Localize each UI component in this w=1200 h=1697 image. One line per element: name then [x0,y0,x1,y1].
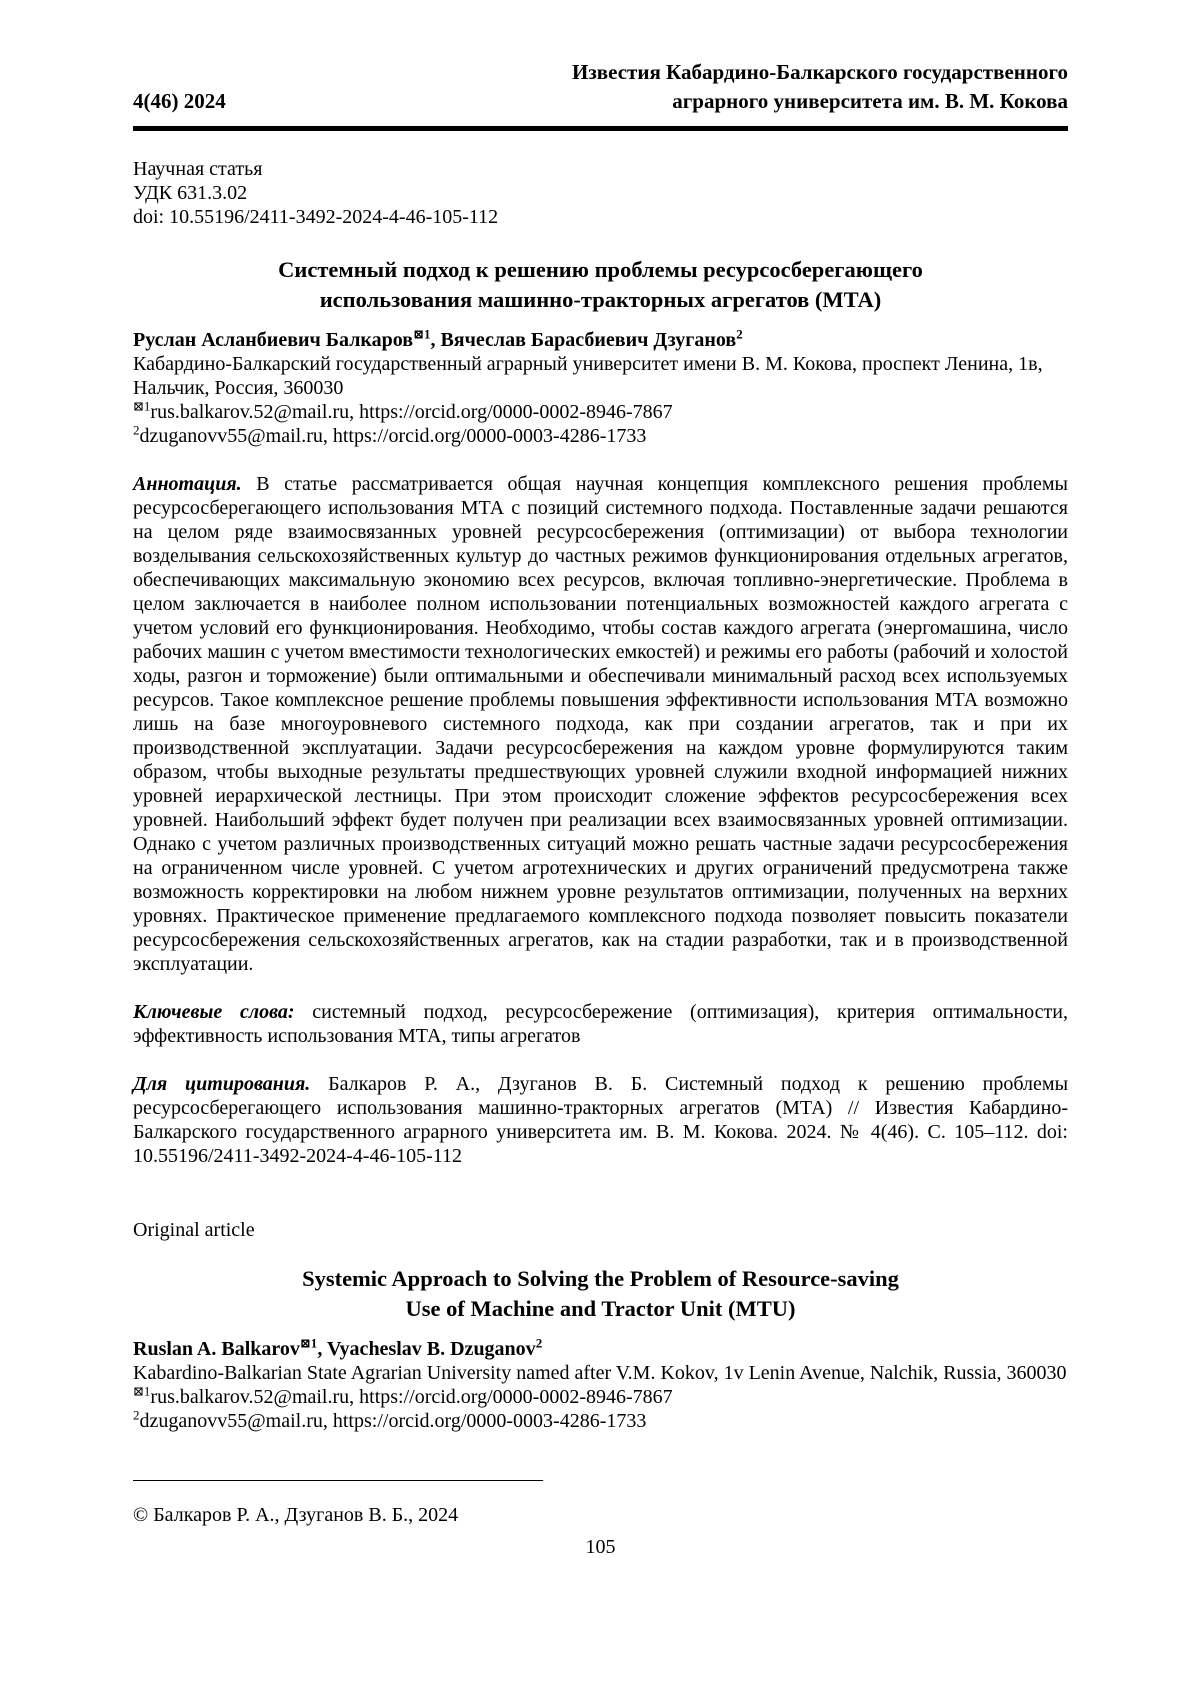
doi-line: doi: 10.55196/2411-3492-2024-4-46-105-112 [133,206,499,228]
udk-number: УДК 631.3.02 [133,182,248,204]
copyright-line: © Балкаров Р. А., Дзуганов В. Б., 2024 [133,1504,459,1526]
authors-ru-separator: , [430,329,441,351]
keywords-label: Ключевые слова: [133,1001,295,1023]
abstract-paragraph [133,472,1068,976]
email-orcid-2-ru: dzuganovv55@mail.ru, https://orcid.org/0000-0003-4286-1733 [139,425,647,447]
authors-line-ru [133,328,1068,352]
authors-block-en [133,1337,1068,1433]
article-title-en-line-1: Systemic Approach to Solving the Problem of Resource-saving [302,1266,899,1291]
footnote-separator: ————————————————————— [133,1468,543,1490]
journal-issue: 4(46) 2024 [133,89,226,113]
author-1-en: Ruslan A. Balkarov [133,1338,300,1360]
author-2-ru: Вячеслав Барасбиевич Дзуганов [440,329,737,351]
keywords-text: системный подход, ресурсосбережение (оптимизация), критерия оптимальности, эффективность использования МТА, типы агрегатов [133,1001,1068,1047]
citation-paragraph [133,1072,1068,1168]
contact-2-ru-mark: 2 [133,422,140,438]
author-2-en: Vyacheslav B. Dzuganov [326,1338,536,1360]
article-type-ru: Научная статья [133,158,263,180]
authors-block-ru [133,328,1068,448]
journal-title-line-2: аграрного университета им. В. М. Кокова [672,89,1068,113]
affiliation-en: Kabardino-Balkarian State Agrarian University named after V.M. Kokov, 1v Lenin Avenue, Nalchik, Russia, 360030 [133,1362,1067,1384]
email-orcid-1-ru: rus.balkarov.52@mail.ru, https://orcid.org/0000-0002-8946-7867 [150,401,673,423]
contact-line-1-en [133,1385,1068,1409]
page-number: 105 [585,1536,616,1558]
article-meta [133,157,1068,229]
authors-en-separator: , [317,1338,327,1360]
contact-line-2-en [133,1409,1068,1433]
article-title-en-line-2: Use of Machine and Tractor Unit (MTU) [405,1296,796,1321]
email-orcid-1-en: rus.balkarov.52@mail.ru, https://orcid.org/0000-0002-8946-7867 [150,1386,673,1408]
envelope-icon: ⊠1 [133,398,151,414]
affiliation-ru: Кабардино-Балкарский государственный аграрный университет имени В. М. Кокова, проспект Ленина, 1в, Нальчик, Россия, 360030 [133,353,1043,399]
authors-line-en [133,1337,1068,1361]
journal-title [572,58,1068,116]
author-2-ru-mark: 2 [736,326,743,342]
author-1-ru: Руслан Асланбиевич Балкаров [133,329,414,351]
citation-text: Балкаров Р. А., Дзуганов В. Б. Системный подход к решению проблемы ресурсосберегающего использования машинно-тракторных агрегатов (МТА) // Известия Кабардино-Балкарского государственного аграрного университета им. В. М. Кокова. 2024. № 4(46). С. 105–112. doi: 10.55196/2411-3492-2024-4-46-105-112 [133,1073,1069,1167]
contact-2-en-mark: 2 [133,1407,140,1423]
contact-line-2-ru [133,424,1068,448]
citation-label: Для цитирования. [133,1073,311,1095]
article-type-en: Original article [133,1219,255,1241]
author-2-en-mark: 2 [535,1335,543,1351]
author-1-ru-mark: ⊠1 [413,326,431,342]
article-title-ru [133,255,1068,315]
email-orcid-2-en: dzuganovv55@mail.ru, https://orcid.org/0000-0003-4286-1733 [139,1410,647,1432]
contact-line-1-ru [133,400,1068,424]
journal-title-line-1: Известия Кабардино-Балкарского государственного [572,60,1068,84]
abstract-text: В статье рассматривается общая научная концепция комплексного решения проблемы ресурсосберегающего использования МТА с позиций системного подхода. Поставленные задачи решаются на целом ряде взаимосвязанных уровней ресурсосбережения (оптимизации) от выбора технологии возделывания сельскохозяйственных культур до частных режимов функционирования отдельных агрегатов, обеспечивающих максимальную экономию всех ресурсов, включая топливно-энергетические. Проблема в целом заключается в наиболее полном использовании потенциальных возможностей каждого агрегата с учетом условий его функционирования. Необходимо, чтобы состав каждого агрегата (энергомашина, число рабочих машин с учетом вместимости технологических емкостей) и режимы его работы (рабочий и холостой ходы, разгон и торможение) были оптимальными и обеспечивали минимальный расход всех используемых ресурсов. Такое комплексное решение проблемы повышения эффективности использования МТА возможно лишь на базе многоуровневого системного подхода, как при создании агрегатов, так и при их производственной эксплуатации. Задачи ресурсосбережения на каждом уровне формулируются таким образом, чтобы выходные результаты предшествующих уровней служили входной информацией нижних уровней иерархической лестницы. При этом происходит сложение эффектов ресурсосбережения всех уровней. Наибольший эффект будет получен при реализации всех взаимосвязанных уровней оптимизации. Однако с учетом различных производственных ситуаций можно решать частные задачи ресурсосбережения на ограниченном числе уровней. С учетом агротехнических и других ограничений предусмотрена также возможность корректировки на любом нижнем уровне результатов оптимизации, полученных на верхних уровнях. Практическое применение предлагаемого комплексного подхода позволяет повысить показатели ресурсосбережения сельскохозяйственных агрегатов, как на стадии разработки, так и в производственной эксплуатации. [133,473,1068,975]
article-title-ru-line-2: использования машинно-тракторных агрегатов (МТА) [319,287,882,312]
journal-header [133,58,1068,131]
author-1-en-mark: ⊠1 [299,1335,318,1351]
envelope-icon: ⊠1 [133,1383,151,1399]
article-title-ru-line-1: Системный подход к решению проблемы ресурсосберегающего [278,257,923,282]
article-title-en [133,1264,1068,1324]
keywords-paragraph [133,1000,1068,1048]
abstract-label: Аннотация. [133,473,242,495]
